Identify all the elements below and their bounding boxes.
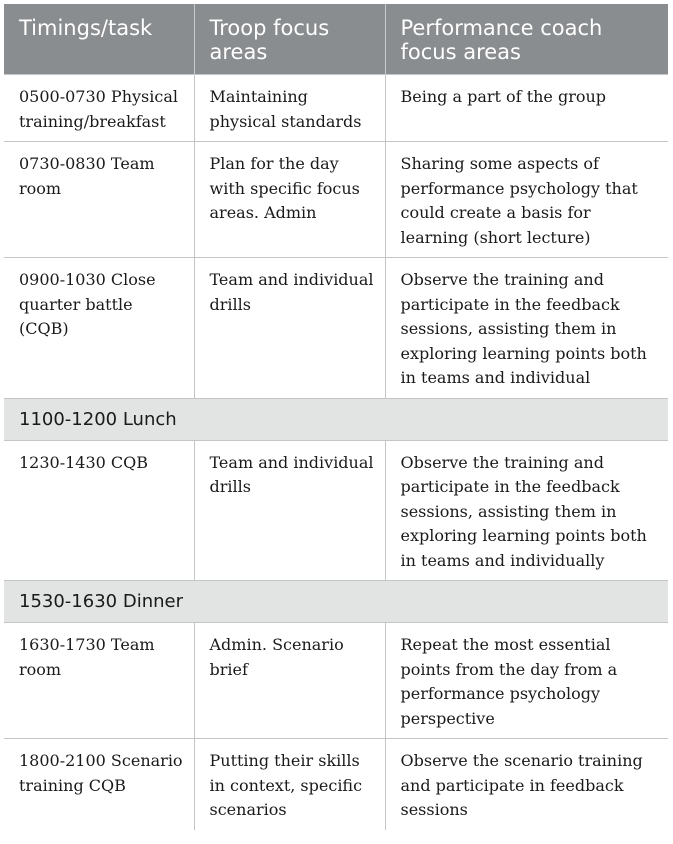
- cell-timings: 1230-1430 CQB: [4, 440, 194, 581]
- cell-troop-focus: Team and individual drills: [194, 258, 385, 399]
- cell-coach-focus: Repeat the most essential points from the day from a performance psychology perspective: [385, 623, 668, 739]
- table-row: [4, 142, 668, 258]
- section-row-dinner: [4, 581, 668, 623]
- table-row: [4, 75, 668, 142]
- cell-timings: 0500-0730 Physical training/breakfast: [4, 75, 194, 142]
- table-row: [4, 440, 668, 581]
- header-performance-coach-focus-areas: Performance coach focus areas: [385, 4, 668, 75]
- cell-timings: 1800-2100 Scenario training CQB: [4, 739, 194, 830]
- schedule-table: [4, 4, 668, 830]
- section-row-lunch: [4, 398, 668, 440]
- cell-troop-focus: Maintaining physical standards: [194, 75, 385, 142]
- cell-coach-focus: Observe the training and participate in the feedback sessions, assisting them in exploring learning points both in teams and individually: [385, 440, 668, 581]
- cell-timings: 0730-0830 Team room: [4, 142, 194, 258]
- cell-timings: 1630-1730 Team room: [4, 623, 194, 739]
- cell-coach-focus: Observe the scenario training and participate in feedback sessions: [385, 739, 668, 830]
- header-troop-focus-areas: Troop focus areas: [194, 4, 385, 75]
- cell-troop-focus: Putting their skills in context, specific scenarios: [194, 739, 385, 830]
- header-timings-task: Timings/task: [4, 4, 194, 75]
- table-row: [4, 739, 668, 830]
- cell-coach-focus: Being a part of the group: [385, 75, 668, 142]
- table-body: [4, 75, 668, 830]
- table-row: [4, 258, 668, 399]
- table-row: [4, 623, 668, 739]
- section-label: 1100-1200 Lunch: [4, 398, 668, 440]
- cell-troop-focus: Team and individual drills: [194, 440, 385, 581]
- cell-troop-focus: Plan for the day with specific focus areas. Admin: [194, 142, 385, 258]
- cell-troop-focus: Admin. Scenario brief: [194, 623, 385, 739]
- header-row: [4, 4, 668, 75]
- table-header: [4, 4, 668, 75]
- cell-timings: 0900-1030 Close quarter battle (CQB): [4, 258, 194, 399]
- cell-coach-focus: Observe the training and participate in the feedback sessions, assisting them in exploring learning points both in teams and individual: [385, 258, 668, 399]
- section-label: 1530-1630 Dinner: [4, 581, 668, 623]
- cell-coach-focus: Sharing some aspects of performance psychology that could create a basis for learning (short lecture): [385, 142, 668, 258]
